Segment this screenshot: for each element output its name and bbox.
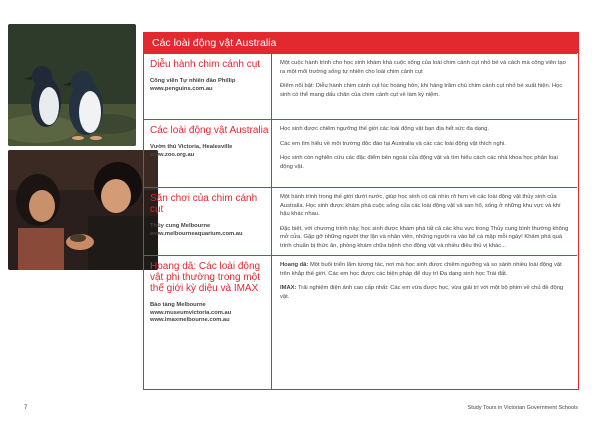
page-number: 7 [24,405,28,411]
panel-header: Các loài động vật Australia [144,33,578,53]
students-photo [8,150,158,270]
description-paragraph: Các em tìm hiểu về môi trường độc đáo tại Australia và các các loài động vật thích nghi. [280,140,506,147]
program-info [144,188,272,256]
program-description [272,54,577,105]
program-website-link[interactable]: www.penguins.com.au [150,85,213,92]
paragraph-text: Một buổi triển lãm tương tác, nơi mà học sinh được chiêm ngưỡng và so sánh nhiều loài động vật trên khắp thế giới. Các em học được các biện pháp để duy trì Đa dạng sinh học Trái đất. [280,262,562,277]
paragraph-text: Trải nghiệm điện ảnh cao cấp nhất: Các em vừa được học, vừa giải trí với một bộ phim về chủ đề động vật. [280,285,564,300]
description-paragraph [280,284,571,301]
program-website-link[interactable]: www.imaxmelbourne.com.au [150,317,230,323]
program-row-australian-animals [144,119,577,188]
program-title: Săn chơi của chim cánh cụt [150,193,258,215]
program-organization: Thủy cung Melbourne [150,223,211,229]
description-paragraph: Đặc biệt, với chương trình này, học sinh được khám phá tất cả các khu vực trong Thủy cung bình thường không mở cửa. Gặp gỡ những người thợ lặn và nhân viên, những người ra vào bể cá mập mỗi ngày! Khám phá quá trình chuẩn bị thức ăn, phòng khám chữa bệnh cho động vật và nhiều điều thú vị khác... [280,225,569,249]
program-website-link[interactable]: www.zoo.org.au [150,151,195,158]
description-paragraph: Điểm nổi bật: Diễu hành chim cánh cụt lúc hoàng hôn, khi hàng trăm chú chim cánh cụt nhỏ bé xuất hiện. Học sinh có thể mang dấu chân của chim cánh cụt về làm kỷ niệm. [280,83,563,98]
description-paragraph: Một hành trình trong thế giới dưới nước, giúp học sinh có cái nhìn rõ hơn về các loài động vật thủy sinh của Australia. Học sinh được khám phá cuộc sống của các loài động vật và san hô, sống ở những khu vực và khí hậu khác nhau. [280,194,561,217]
description-paragraph [280,261,571,278]
animals-panel [143,32,579,390]
description-paragraph: Học sinh còn nghiên cứu các đặc điểm bên ngoài của động vật và tìm hiểu cách các nhà khoa học phân loại động vật. [280,155,558,170]
program-info [144,120,272,188]
program-website-link[interactable]: www.museumvictoria.com.au [150,309,232,316]
program-info [144,54,272,120]
program-row-wild-imax [144,255,577,389]
program-description [272,188,577,256]
program-description [272,256,577,307]
program-website-link[interactable]: www.melbourneaquarium.com.au [150,230,243,237]
paragraph-lead: Hoang dã: [280,262,309,268]
description-paragraph: Một cuộc hành trình cho học sinh khám khá cuộc sống của loài chim cánh cụt nhỏ bé và cách mà công viên tạo ra một môi trường sống tự nhiên cho loài chim cánh cụt [280,60,566,75]
program-organization: Bảo tàng Melbourne [150,302,206,308]
program-row-penguin-play [144,187,577,256]
program-row-penguin-parade [144,53,577,120]
program-title: Diễu hành chim cánh cụt [150,59,261,70]
program-organization: Vườn thú Victoria, Healesville [150,144,233,150]
program-description [272,120,577,177]
program-title: Các loài động vật Australia [150,125,269,136]
program-organization: Công viên Tự nhiên đảo Phillip [150,78,236,84]
program-title: Hoang dã: Các loài động vật phi thường trong một thế giới kỳ diệu và IMAX [150,261,261,294]
penguins-photo [8,24,136,146]
page-footer: Study Tours in Victorian Government Schools [467,405,578,411]
description-paragraph: Học sinh được chiêm ngưỡng thế giới các loài động vật bạn địa hết sức đa dạng. [280,126,489,132]
paragraph-lead: IMAX: [280,285,297,291]
program-info [144,256,272,389]
